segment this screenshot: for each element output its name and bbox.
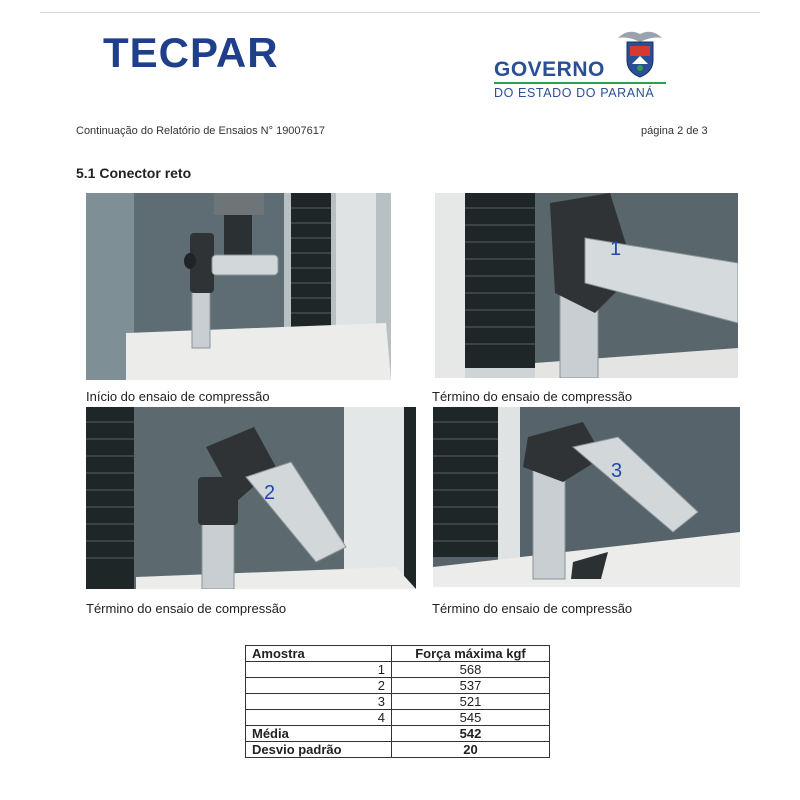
photo-caption: Término do ensaio de compressão — [432, 601, 633, 616]
table-row — [246, 662, 550, 678]
mean-value: 542 — [392, 726, 550, 742]
header-amostra: Amostra — [246, 646, 392, 662]
governo-parana-logo — [494, 24, 674, 104]
report-continuation: Continuação do Relatório de Ensaios N° 19007617 — [76, 125, 326, 137]
tecpar-logo — [103, 29, 279, 76]
table-row-std — [246, 742, 550, 758]
photo-caption: Término do ensaio de compressão — [432, 389, 633, 404]
parana-seal-icon — [612, 24, 668, 80]
gov-logo-subtitle: DO ESTADO DO PARANÁ — [494, 86, 655, 100]
table-row — [246, 710, 550, 726]
table-row — [246, 694, 550, 710]
sample-value: 521 — [392, 694, 550, 710]
sample-marker: 2 — [264, 482, 276, 504]
sample-value: 568 — [392, 662, 550, 678]
sample-marker: 1 — [610, 238, 622, 260]
photo-compression-start — [86, 193, 391, 380]
photo-compression-end-2 — [86, 407, 416, 589]
sample-value: 545 — [392, 710, 550, 726]
page-number: página 2 de 3 — [641, 125, 708, 137]
photo-caption: Término do ensaio de compressão — [86, 601, 287, 616]
gov-logo-title: GOVERNO — [494, 58, 605, 81]
table-row — [246, 678, 550, 694]
tecpar-logo-text: TECPAR — [103, 29, 279, 76]
sample-id: 2 — [246, 678, 392, 694]
results-table — [245, 645, 550, 758]
table-row-mean — [246, 726, 550, 742]
sample-id: 1 — [246, 662, 392, 678]
std-value: 20 — [392, 742, 550, 758]
sample-id: 3 — [246, 694, 392, 710]
photo-compression-end-3 — [433, 407, 740, 587]
std-label: Desvio padrão — [246, 742, 392, 758]
sample-id: 4 — [246, 710, 392, 726]
gov-logo-rule — [494, 82, 666, 84]
sample-value: 537 — [392, 678, 550, 694]
mean-label: Média — [246, 726, 392, 742]
section-title: 5.1 Conector reto — [76, 165, 192, 181]
header-forca: Força máxima kgf — [392, 646, 550, 662]
table-header-row — [246, 646, 550, 662]
top-rule — [40, 12, 760, 13]
photo-caption: Início do ensaio de compressão — [86, 389, 270, 404]
sample-marker: 3 — [611, 460, 623, 482]
photo-compression-end-1 — [435, 193, 738, 378]
